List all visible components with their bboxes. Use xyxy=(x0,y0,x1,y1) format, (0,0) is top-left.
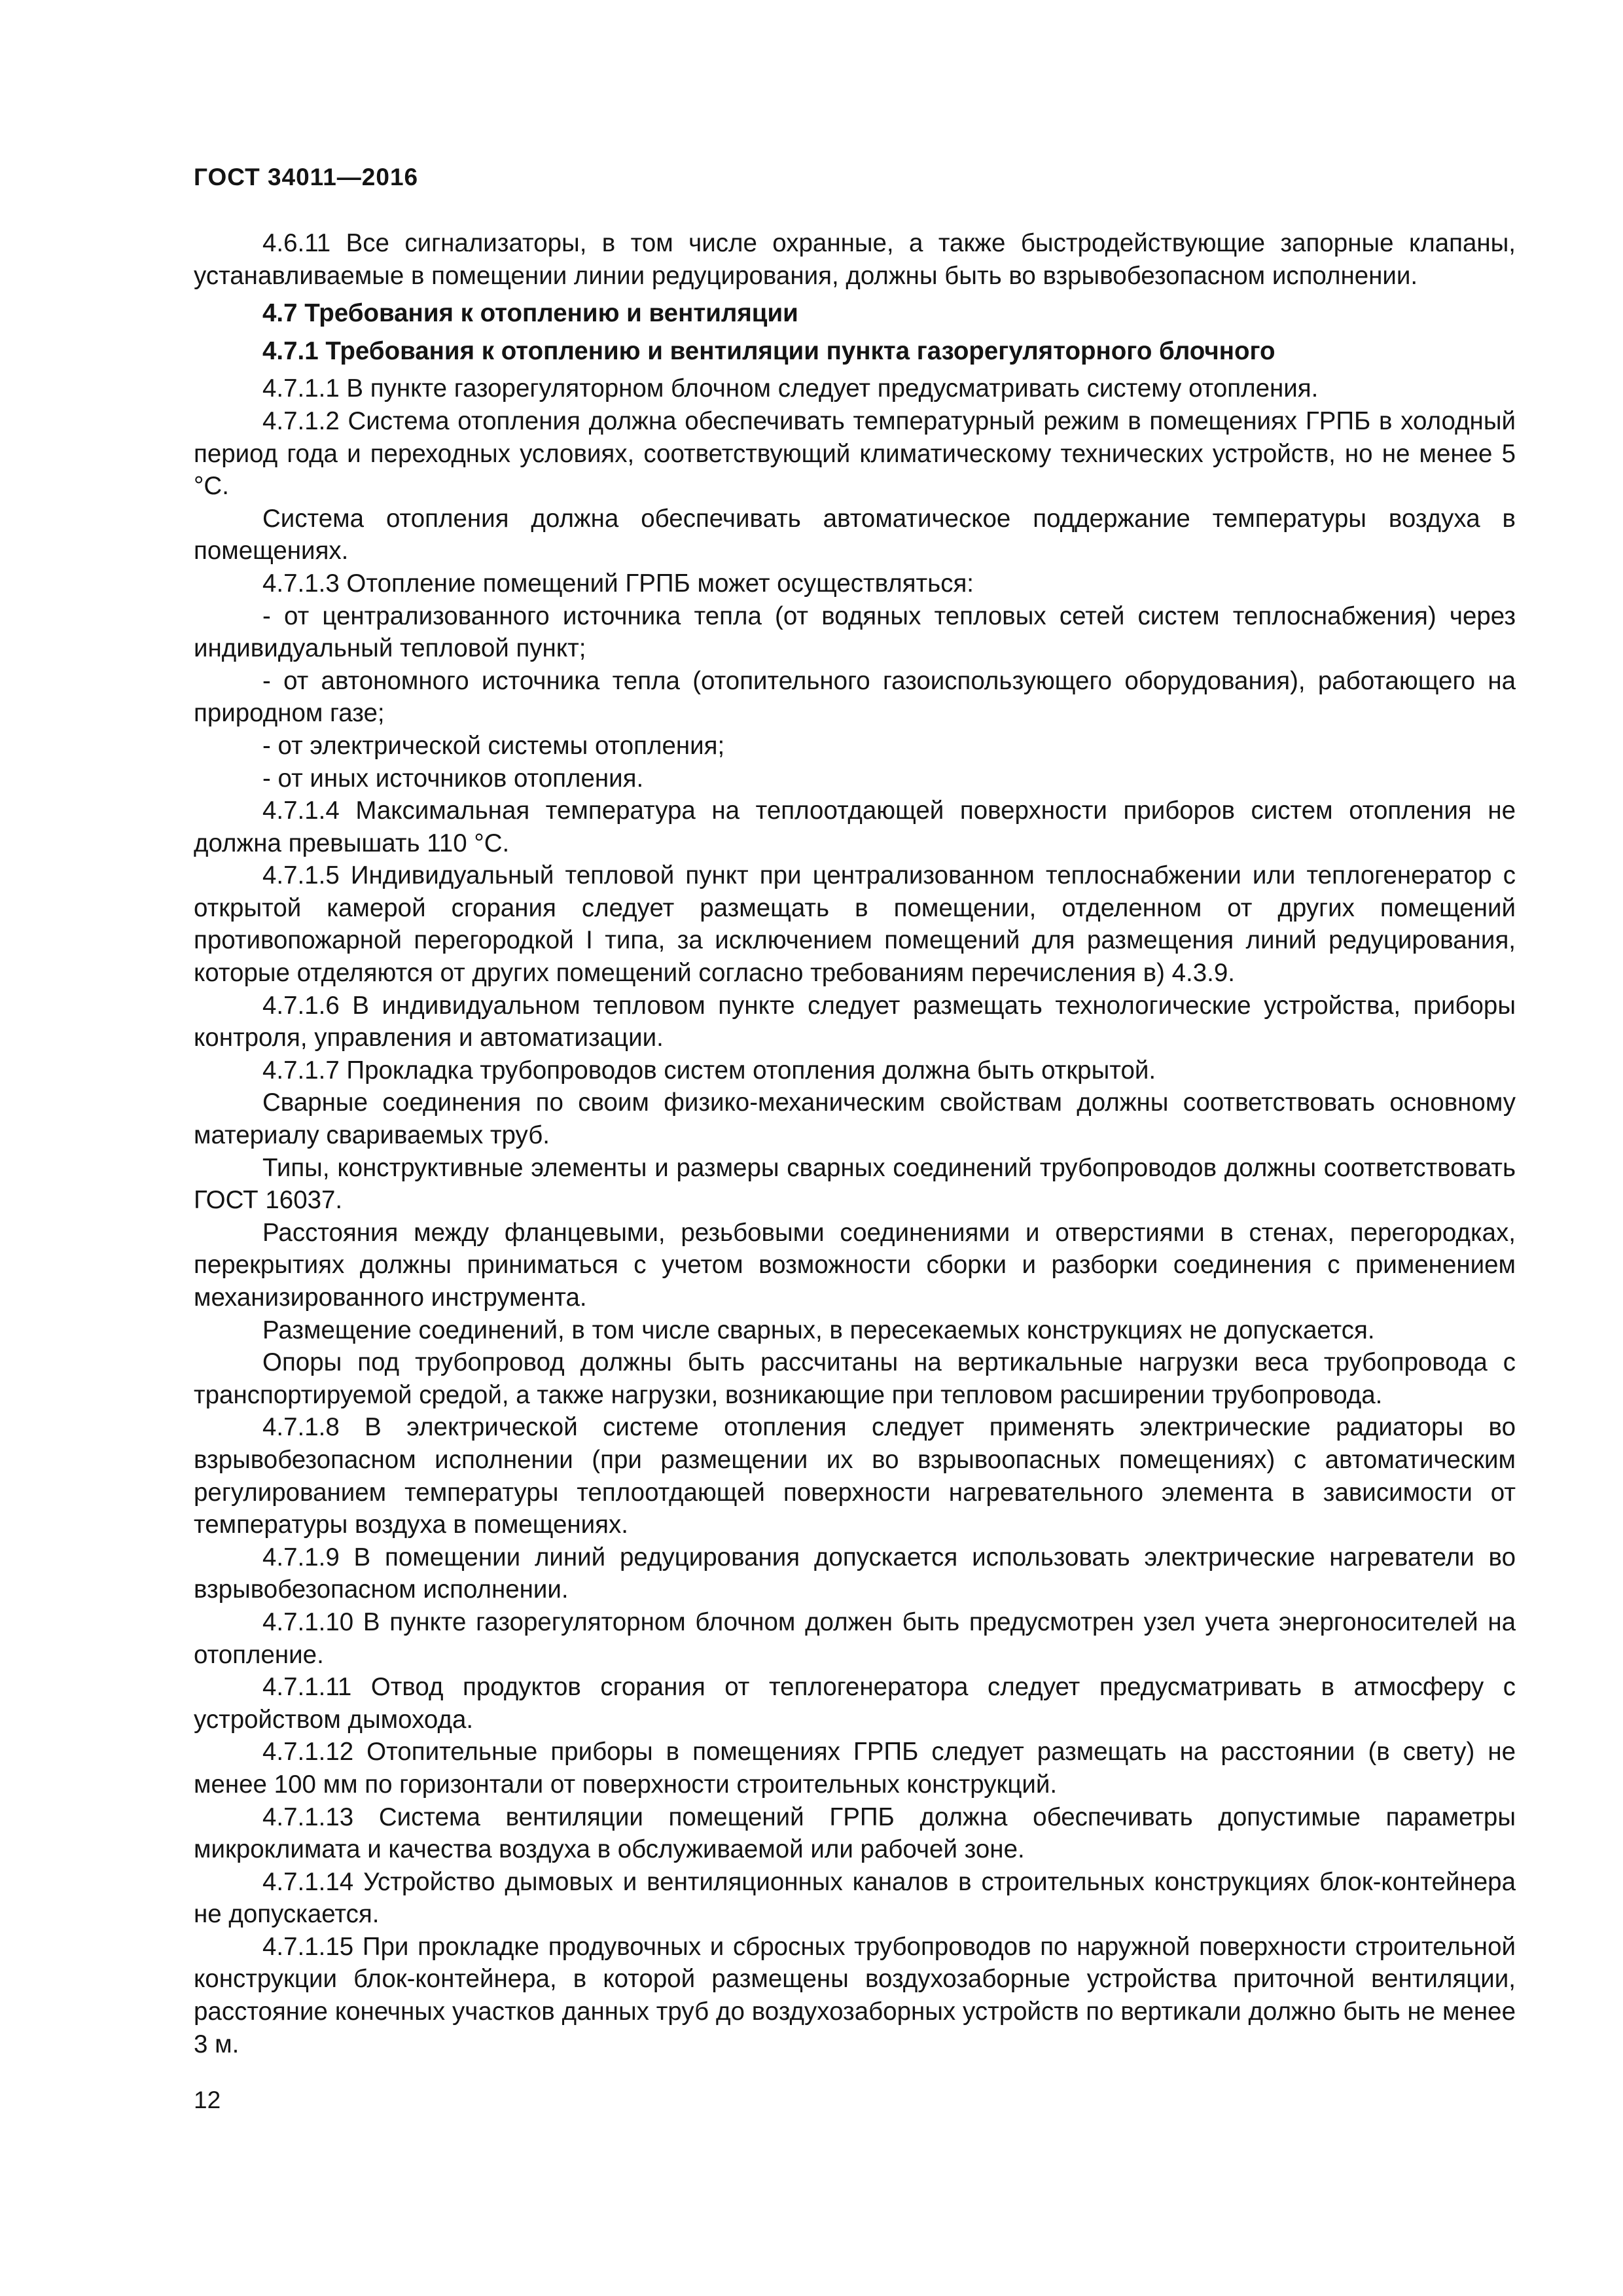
page-number: 12 xyxy=(194,2087,221,2113)
paragraph: 4.7.1.4 Максимальная температура на теплоотдающей поверхности приборов систем отопления не должна превышать 110 °С. xyxy=(194,797,1516,857)
paragraph: 4.7.1.11 Отвод продуктов сгорания от теплогенератора следует предусматривать в атмосферу с устройством дымохода. xyxy=(194,1673,1516,1734)
paragraph: 4.7.1.9 В помещении линий редуцирования допускается использовать электрические нагреватели во взрывобезопасном исполнении. xyxy=(194,1543,1516,1604)
paragraph: 4.7.1.15 При прокладке продувочных и сбросных трубопроводов по наружной поверхности строительной конструкции блок-контейнера, в которой размещены воздухозаборные устройства приточной вентиляции, расстояние конечных участков данных труб до воздухозаборных устройств по вертикали должно быть не менее 3 м. xyxy=(194,1932,1516,2058)
paragraph: Расстояния между фланцевыми, резьбовыми соединениями и отверстиями в стенах, перегородках, перекрытиях должны приниматься с учетом возможности сборки и разборки соединения с применением механизированного инструмента. xyxy=(194,1218,1516,1312)
paragraph: Система отопления должна обеспечивать автоматическое поддержание температуры воздуха в помещениях. xyxy=(194,504,1516,565)
paragraph: 4.7.1.14 Устройство дымовых и вентиляционных каналов в строительных конструкциях блок-контейнера не допускается. xyxy=(194,1867,1516,1929)
subsection-heading: 4.7.1 Требования к отоплению и вентиляции пункта газорегуляторного блочного xyxy=(262,336,1275,365)
paragraph: 4.7.1.1 В пункте газорегуляторном блочном следует предусматривать систему отопления. xyxy=(262,374,1319,403)
paragraph: 4.7.1.12 Отопительные приборы в помещениях ГРПБ следует размещать на расстоянии (в свету) не менее 100 мм по горизонтали от поверхности строительных конструкций. xyxy=(194,1738,1516,1799)
list-item: - от централизованного источника тепла (от водяных тепловых сетей систем теплоснабжения) через индивидуальный тепловой пункт; xyxy=(194,601,1516,663)
list-item: - от электрической системы отопления; xyxy=(262,731,725,760)
paragraph: 4.7.1.8 В электрической системе отопления следует применять электрические радиаторы во взрывобезопасном исполнении (при размещении их во взрывоопасных помещениях) с автоматическим регулированием температуры теплоотдающей поверхности нагревательного элемента в зависимости от температуры воздуха в помещениях. xyxy=(194,1413,1516,1539)
document-header: ГОСТ 34011—2016 xyxy=(194,164,419,190)
paragraph: 4.7.1.3 Отопление помещений ГРПБ может осуществляться: xyxy=(262,569,974,598)
section-heading: 4.7 Требования к отоплению и вентиляции xyxy=(262,299,798,328)
paragraph: Сварные соединения по своим физико-механическим свойствам должны соответствовать основному материалу свариваемых труб. xyxy=(194,1088,1516,1150)
paragraph: 4.7.1.2 Система отопления должна обеспечивать температурный режим в помещениях ГРПБ в холодный период года и переходных условиях, соответствующий климатическому технических устройств, но не менее 5 °С. xyxy=(194,406,1516,501)
paragraph: 4.7.1.6 В индивидуальном тепловом пункте следует размещать технологические устройства, приборы контроля, управления и автоматизации. xyxy=(194,991,1516,1052)
list-item: - от автономного источника тепла (отопительного газоиспользующего оборудования), работающего на природном газе; xyxy=(194,666,1516,728)
paragraph: 4.7.1.7 Прокладка трубопроводов систем отопления должна быть открытой. xyxy=(262,1056,1156,1085)
paragraph: 4.7.1.13 Система вентиляции помещений ГРПБ должна обеспечивать допустимые параметры микроклимата и качества воздуха в обслуживаемой или рабочей зоне. xyxy=(194,1803,1516,1864)
document-body xyxy=(194,227,1516,2060)
paragraph: 4.6.11 Все сигнализаторы, в том числе охранные, а также быстродействующие запорные клапаны, устанавливаемые в помещении линии редуцирования, должны быть во взрывобезопасном исполнении. xyxy=(194,229,1516,290)
paragraph: Размещение соединений, в том числе сварных, в пересекаемых конструкциях не допускается. xyxy=(262,1316,1375,1344)
paragraph: Опоры под трубопровод должны быть рассчитаны на вертикальные нагрузки веса трубопровода с транспортируемой средой, а также нагрузки, возникающие при тепловом расширении трубопровода. xyxy=(194,1348,1516,1409)
paragraph: 4.7.1.10 В пункте газорегуляторном блочном должен быть предусмотрен узел учета энергоносителей на отопление. xyxy=(194,1607,1516,1669)
paragraph: Типы, конструктивные элементы и размеры сварных соединений трубопроводов должны соответствовать ГОСТ 16037. xyxy=(194,1153,1516,1215)
paragraph: 4.7.1.5 Индивидуальный тепловой пункт при централизованном теплоснабжении или теплогенератор с открытой камерой сгорания следует размещать в помещении, отделенном от других помещений противопожарной перегородкой I типа, за исключением помещений для размещения линий редуцирования, которые отделяются от других помещений согласно требованиям перечисления в) 4.3.9. xyxy=(194,861,1516,988)
list-item: - от иных источников отопления. xyxy=(262,764,644,793)
